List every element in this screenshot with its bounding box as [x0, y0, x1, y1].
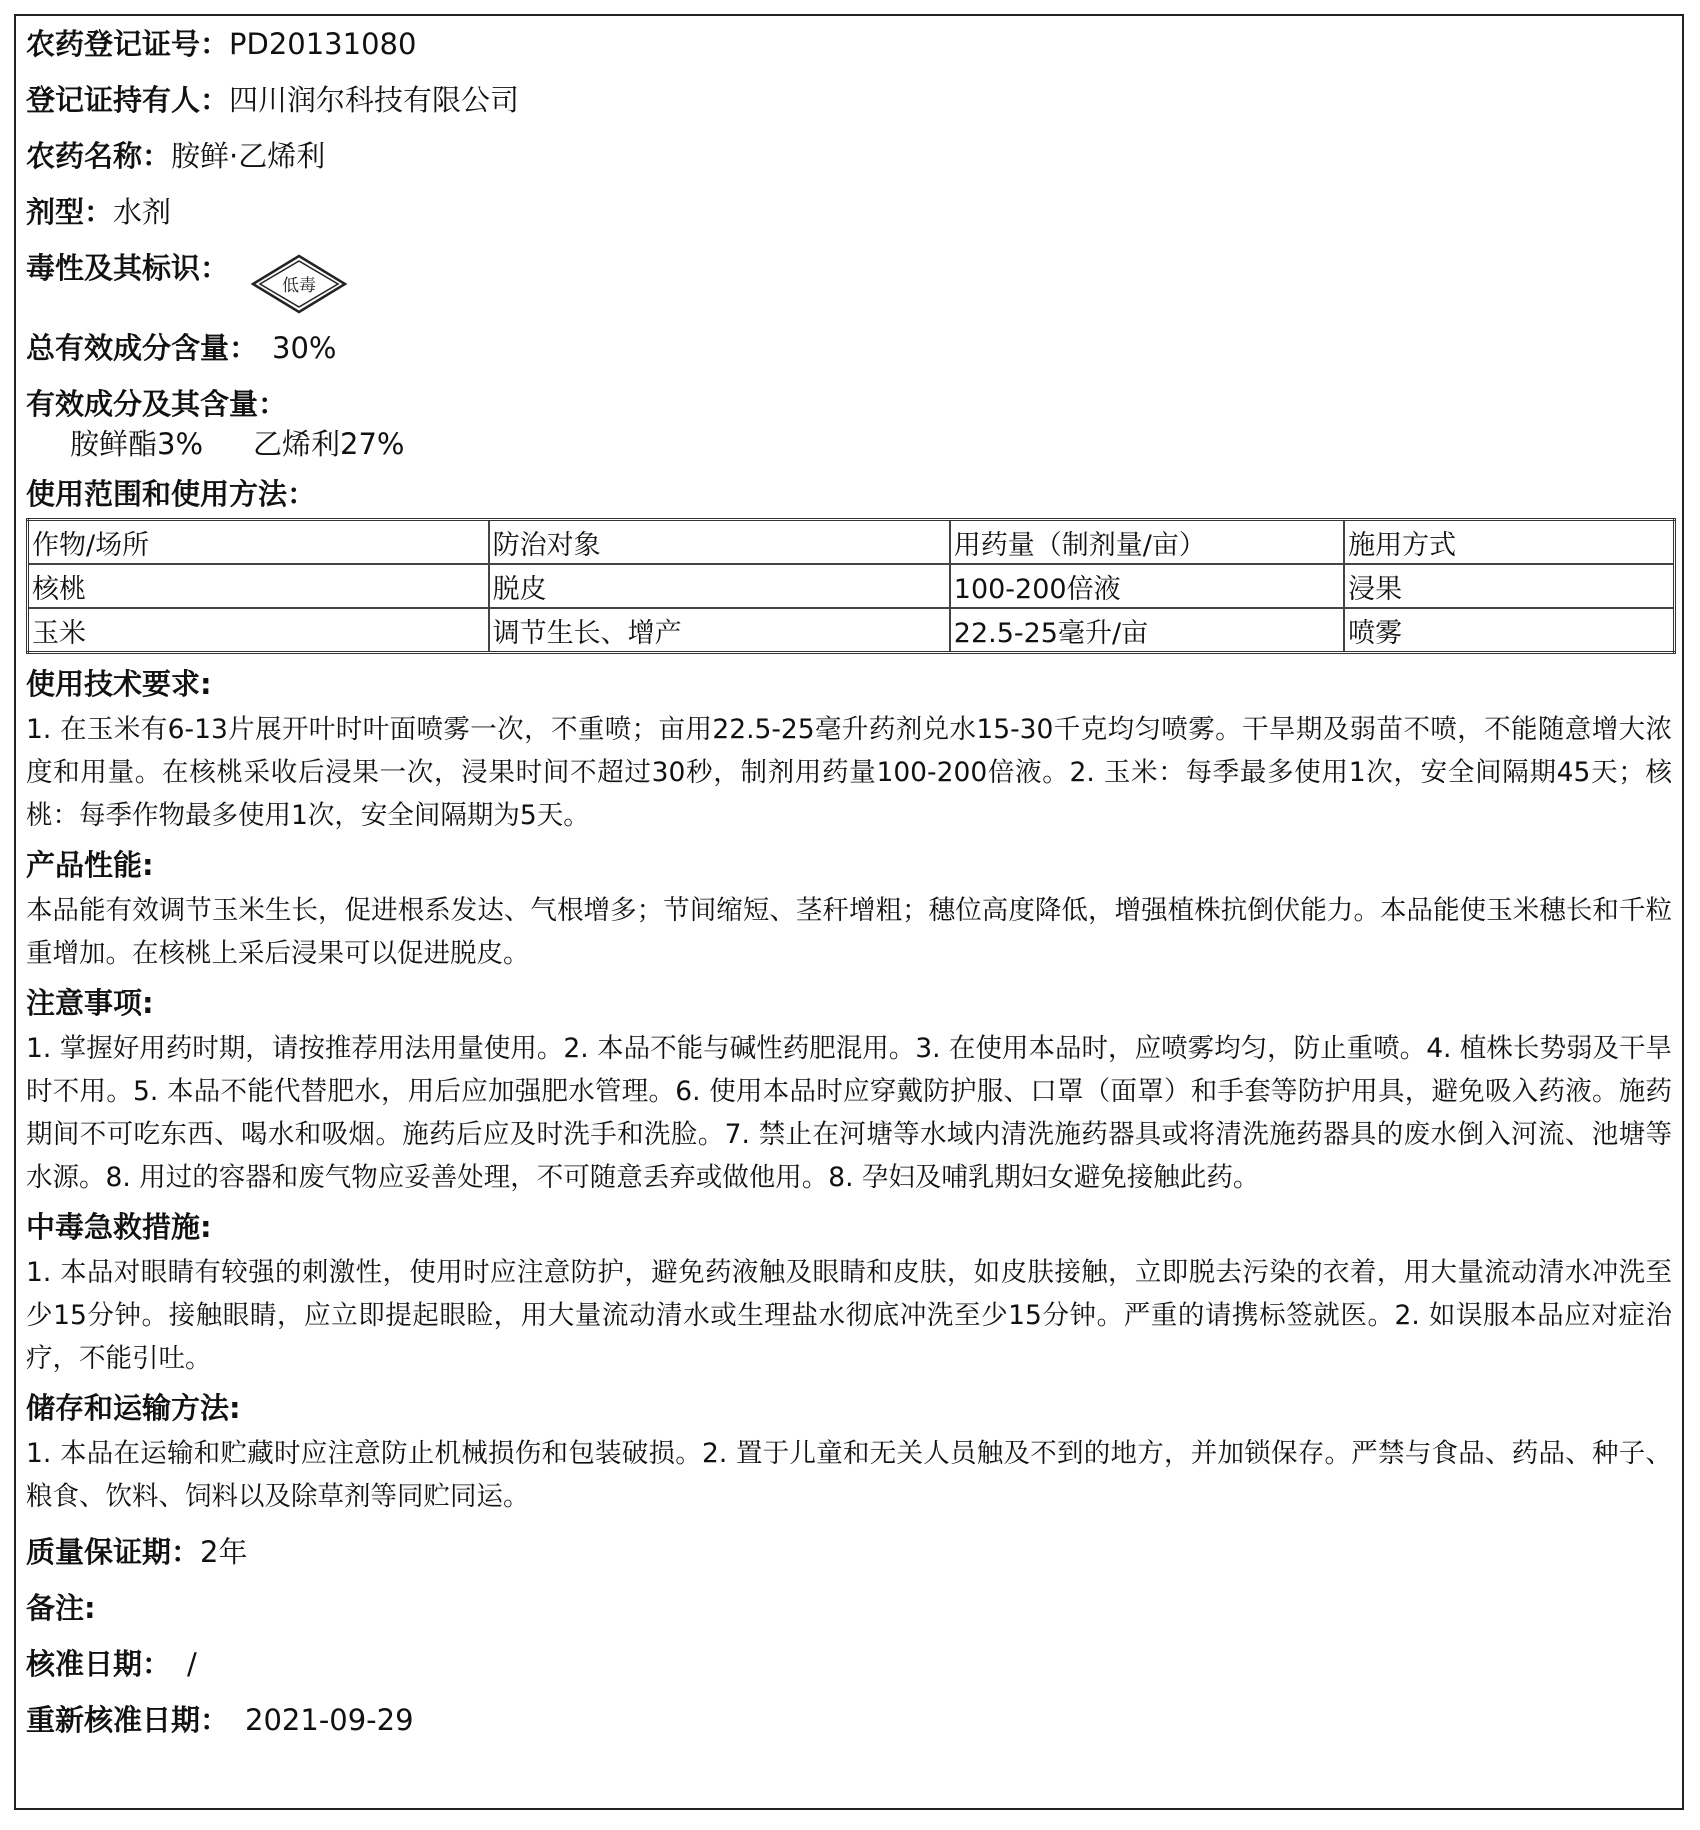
ingredient-item: 乙烯利27% [253, 427, 405, 461]
reapproval-date-label: 重新核准日期： [26, 1703, 230, 1737]
formulation-row [26, 192, 1672, 232]
precautions-text: 1. 掌握好用药时期，请按推荐用法用量使用。2. 本品不能与碱性药肥混用。3. 在使用本品时，应喷雾均匀，防止重喷。4. 植株长势弱及干旱时不用。5. 本品不能代替肥水，用后应加强肥水管理。6. 使用本品时应穿戴防护服、口罩（面罩）和手套等防护用具，避免吸入药液。施药期间不可吃东西、喝水和吸烟。施药后应及时洗手和洗脸。7. 禁止在河塘等水域内清洗施药器具或将清洗施药器具的废水倒入河流、池塘等水源。8. 用过的容器和废气物应妥善处理，不可随意丢弃或做他用。8. 孕妇及哺乳期妇女避免接触此药。 [26, 1033, 1672, 1193]
table-cell: 核桃 [28, 564, 489, 608]
table-header-cell: 施用方式 [1344, 520, 1674, 565]
usage-table [26, 518, 1676, 654]
usage-label: 使用范围和使用方法： [26, 477, 317, 511]
holder-row [26, 80, 1672, 120]
performance-label: 产品性能: [26, 848, 154, 882]
ingredients-list [70, 424, 1672, 464]
reapproval-date-value: 2021-09-29 [245, 1703, 414, 1737]
table-header-cell: 用药量（制剂量/亩） [950, 520, 1344, 565]
table-header-cell: 防治对象 [489, 520, 950, 565]
pesticide-name-value: 胺鲜·乙烯利 [171, 139, 326, 173]
toxicity-label: 毒性及其标识： [26, 251, 230, 285]
approval-date-label: 核准日期： [26, 1647, 172, 1681]
remarks-row [26, 1588, 1672, 1628]
total-content-label: 总有效成分含量： [26, 331, 259, 365]
table-cell: 100-200倍液 [950, 564, 1344, 608]
first-aid-label: 中毒急救措施: [26, 1210, 212, 1244]
storage-text: 1. 本品在运输和贮藏时应注意防止机械损伤和包装破损。2. 置于儿童和无关人员触及不到的地方，并加锁保存。严禁与食品、药品、种子、粮食、饮料、饲料以及除草剂等同贮同运。 [26, 1438, 1672, 1512]
registration-no-value: PD20131080 [229, 27, 417, 61]
total-content-row [26, 328, 1672, 368]
table-cell: 浸果 [1344, 564, 1674, 608]
table-row [28, 608, 1675, 653]
table-header-row [28, 520, 1675, 565]
formulation-label: 剂型： [26, 195, 114, 229]
registration-no-label: 农药登记证号： [26, 27, 230, 61]
table-cell: 调节生长、增产 [489, 608, 950, 653]
pesticide-name-label: 农药名称： [26, 139, 172, 173]
shelf-life-label: 质量保证期： [26, 1535, 201, 1569]
toxicity-row [26, 248, 1672, 318]
ingredients-label: 有效成分及其含量： [26, 387, 288, 421]
ingredient-item: 胺鲜酯3% [70, 427, 204, 461]
table-cell: 脱皮 [489, 564, 950, 608]
table-cell: 喷雾 [1344, 608, 1674, 653]
holder-value: 四川润尔科技有限公司 [229, 83, 520, 117]
shelf-life-row [26, 1532, 1672, 1572]
first-aid-text: 1. 本品对眼睛有较强的刺激性，使用时应注意防护，避免药液触及眼睛和皮肤，如皮肤接触，立即脱去污染的衣着，用大量流动清水冲洗至少15分钟。接触眼睛，应立即提起眼睑，用大量流动清水或生理盐水彻底冲洗至少15分钟。严重的请携标签就医。2. 如误服本品应对症治疗，不能引吐。 [26, 1257, 1672, 1374]
table-row [28, 564, 1675, 608]
registration-no-row [26, 24, 1672, 64]
approval-date-row [26, 1644, 1672, 1684]
holder-label: 登记证持有人： [26, 83, 230, 117]
total-content-value: 30% [272, 331, 337, 365]
shelf-life-value: 2年 [200, 1535, 248, 1569]
table-header-cell: 作物/场所 [28, 520, 489, 565]
pesticide-registration-card [14, 14, 1684, 1810]
reapproval-date-row [26, 1700, 1672, 1740]
remarks-label: 备注: [26, 1591, 96, 1625]
performance-text: 本品能有效调节玉米生长，促进根系发达、气根增多；节间缩短、茎秆增粗；穗位高度降低，增强植株抗倒伏能力。本品能使玉米穗长和千粒重增加。在核桃上采后浸果可以促进脱皮。 [26, 895, 1672, 969]
table-cell: 玉米 [28, 608, 489, 653]
table-cell: 22.5-25毫升/亩 [950, 608, 1344, 653]
approval-date-value: / [187, 1647, 197, 1681]
precautions-label: 注意事项: [26, 986, 154, 1020]
low-toxicity-diamond-icon [249, 250, 349, 318]
tech-requirements-label: 使用技术要求: [26, 667, 212, 701]
formulation-value: 水剂 [113, 195, 172, 229]
tech-requirements-text: 1. 在玉米有6-13片展开叶时叶面喷雾一次，不重喷；亩用22.5-25毫升药剂兑水15-30千克均匀喷雾。干旱期及弱苗不喷，不能随意增大浓度和用量。在核桃采收后浸果一次，浸果时间不超过30秒，制剂用药量100-200倍液。2. 玉米：每季最多使用1次，安全间隔期45天；核桃：每季作物最多使用1次，安全间隔期为5天。 [26, 714, 1672, 831]
storage-label: 储存和运输方法: [26, 1391, 241, 1425]
name-row [26, 136, 1672, 176]
toxicity-badge-text: 低毒 [282, 276, 317, 296]
